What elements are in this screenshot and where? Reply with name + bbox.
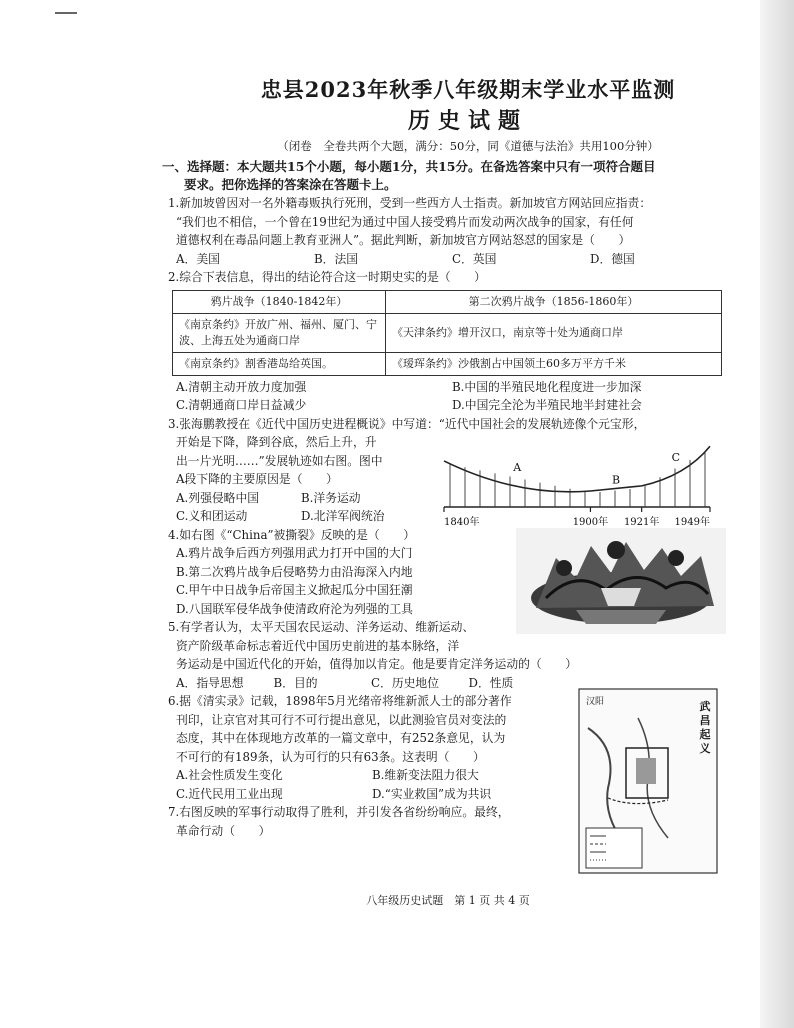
q1-line1: 1.新加坡曾因对一名外籍毒贩执行死刑，受到一些西方人士指责。新加坡官方网站回应指责： — [168, 196, 652, 210]
question-6-7-block — [168, 692, 728, 840]
q6-line4: 不可行的有189条，认为可行的只有63条。这表明（ ） — [176, 749, 485, 764]
chart-x-tick-label: 1921年 — [623, 516, 660, 528]
section-heading-line2: 要求。把你选择的答案涂在答题卡上。 — [184, 177, 397, 192]
question-7 — [168, 803, 568, 840]
exam-page — [162, 76, 728, 922]
trajectory-chart — [432, 437, 724, 531]
section-heading — [162, 158, 728, 194]
map-illustration-icon — [578, 688, 718, 874]
q1-option-c[interactable]: C．英国 — [452, 251, 497, 266]
table-row — [173, 352, 722, 375]
chart-x-tick-label: 1900年 — [572, 516, 609, 528]
question-4 — [168, 526, 728, 619]
q5-line1: 5.有学者认为，太平天国农民运动、洋务运动、维新运动、 — [168, 620, 475, 634]
q2-option-a[interactable]: A.清朝主动开放力度加强 — [176, 379, 307, 394]
q6-line1: 6.据《清实录》记载，1898年5月光绪帝将维新派人士的部分著作 — [168, 694, 512, 708]
q3-line3: 出一片光明……”发展轨迹如右图。图中 — [176, 453, 383, 468]
q4-stem: 4.如右图《“China”被撕裂》反映的是（ ） — [168, 527, 416, 542]
wuchang-uprising-map — [578, 688, 718, 868]
cartoon-illustration-icon — [516, 528, 726, 634]
q2-option-d[interactable]: D.中国完全沦为半殖民地半封建社会 — [452, 398, 642, 412]
q3-options — [168, 489, 426, 526]
map-label-hanyang: 汉阳 — [586, 697, 605, 707]
exam-subject: 历史试题 — [407, 108, 528, 134]
q6-line2: 刊印，让京官对其可行不可行提出意见，以此测验官员对变法的 — [176, 712, 507, 727]
q3-line4: A段下降的主要原因是（ ） — [176, 472, 338, 486]
q2-options — [168, 378, 728, 415]
q5-option-b[interactable]: B．目的 — [273, 675, 318, 690]
china-torn-cartoon — [516, 528, 726, 628]
map-title-vertical: 武昌起义 — [699, 700, 711, 755]
q4-options — [168, 544, 516, 618]
q2-comparison-table — [172, 290, 722, 376]
q7-line2: 革命行动（ ） — [176, 823, 271, 838]
q5-line3: 务运动是中国近代化的开始，值得加以肯定。他是要肯定洋务运动的（ ） — [176, 657, 578, 671]
table-cell: 《天津条约》增开汉口，南京等十处为通商口岸 — [386, 313, 722, 352]
q1-line3: 道德权利在毒品问题上教育亚洲人”。据此判断，新加坡官方网站怒怼的国家是（ ） — [176, 233, 631, 247]
q1-options — [168, 250, 728, 269]
q6-option-a[interactable]: A.社会性质发生变化 — [176, 768, 283, 782]
q3-option-a[interactable]: A.列强侵略中国 — [176, 490, 260, 505]
exam-note: （闭卷 全卷共两个大题，满分：50分，同《道德与法治》共用100分钟） — [277, 139, 659, 153]
table-cell: 《南京条约》开放广州、福州、厦门、宁波、上海五处为通商口岸 — [173, 313, 386, 352]
q4-option-a[interactable]: A.鸦片战争后西方列强用武力打开中国的大门 — [176, 546, 413, 560]
table-header-opium-war: 鸦片战争（1840-1842年） — [173, 290, 386, 313]
section-heading-line1: 一、选择题：本大题共15个小题，每小题1分，共15分。在备选答案中只有一项符合题目 — [162, 159, 656, 174]
q3-line2: 开始是下降，降到谷底，然后上升，升 — [176, 435, 377, 449]
chart-x-tick-label: 1949年 — [674, 516, 710, 528]
q5-option-a[interactable]: A．指导思想 — [176, 675, 244, 690]
question-1 — [168, 194, 728, 268]
q5-option-c[interactable]: C．历史地位 — [371, 675, 440, 690]
q2-stem: 2.综合下表信息，得出的结论符合这一时期史实的是（ ） — [168, 270, 486, 284]
q3-line1: 3.张海鹏教授在《近代中国历史进程概说》中写道：“近代中国社会的发展轨迹像个元宝形， — [168, 416, 646, 431]
chart-trajectory-line — [444, 446, 710, 492]
scan-edge-shadow — [760, 0, 794, 1028]
question-2 — [168, 268, 728, 415]
q5-line2: 资产阶级革命标志着近代中国历史前进的基本脉络，洋 — [176, 638, 460, 653]
chart-segment-label: B — [611, 472, 621, 486]
chart-x-tick-label: 1840年 — [444, 516, 480, 528]
q1-option-a[interactable]: A．美国 — [176, 251, 220, 266]
q3-option-c[interactable]: C.义和团运动 — [176, 509, 248, 523]
q3-option-d[interactable]: D.北洋军阀统治 — [301, 509, 385, 523]
scan-mark — [55, 12, 77, 14]
table-cell: 《瑷珲条约》沙俄割占中国领土60多万平方千米 — [386, 352, 722, 375]
table-row — [173, 313, 722, 352]
q6-option-d[interactable]: D.“实业救国”成为共识 — [372, 786, 492, 801]
q5-options — [168, 674, 566, 693]
trajectory-chart-svg — [432, 437, 724, 533]
exam-title: 忠县2023年秋季八年级期末学业水平监测 — [260, 77, 676, 102]
q6-options — [168, 766, 568, 803]
chart-segment-label: A — [513, 460, 522, 474]
q3-option-b[interactable]: B.洋务运动 — [301, 490, 361, 505]
q1-option-d[interactable]: D．德国 — [590, 251, 635, 266]
q1-line2: “我们也不相信，一个曾在19世纪为通过中国人接受鸦片而发动两次战争的国家，有任何 — [176, 214, 634, 229]
q6-option-c[interactable]: C.近代民用工业出现 — [176, 786, 283, 801]
page-footer: 八年级历史试题 第 1 页 共 4 页 — [366, 894, 530, 907]
q4-option-b[interactable]: B.第二次鸦片战争后侵略势力由沿海深入内地 — [176, 564, 413, 579]
q1-option-b[interactable]: B．法国 — [314, 251, 359, 266]
question-6 — [168, 692, 568, 803]
table-cell: 《南京条约》割香港岛给英国。 — [173, 352, 386, 375]
q2-option-b[interactable]: B.中国的半殖民地化程度进一步加深 — [452, 379, 642, 394]
q6-option-b[interactable]: B.维新变法阻力很大 — [372, 768, 479, 782]
chart-segment-label: C — [671, 450, 681, 464]
q6-line3: 态度，其中在体现地方改革的一篇文章中，有252条意见，认为 — [176, 731, 506, 745]
q5-option-d[interactable]: D．性质 — [468, 675, 514, 690]
q2-option-c[interactable]: C.清朝通商口岸日益减少 — [176, 398, 307, 412]
q7-line1: 7.右图反映的军事行动取得了胜利，并引发各省纷纷响应。最终， — [168, 805, 510, 819]
question-3 — [168, 415, 728, 526]
table-header-second-opium-war: 第二次鸦片战争（1856-1860年） — [386, 290, 722, 313]
q4-option-d[interactable]: D.八国联军侵华战争使清政府沦为列强的工具 — [176, 601, 413, 616]
q4-option-c[interactable]: C.甲午中日战争后帝国主义掀起瓜分中国狂潮 — [176, 583, 413, 597]
